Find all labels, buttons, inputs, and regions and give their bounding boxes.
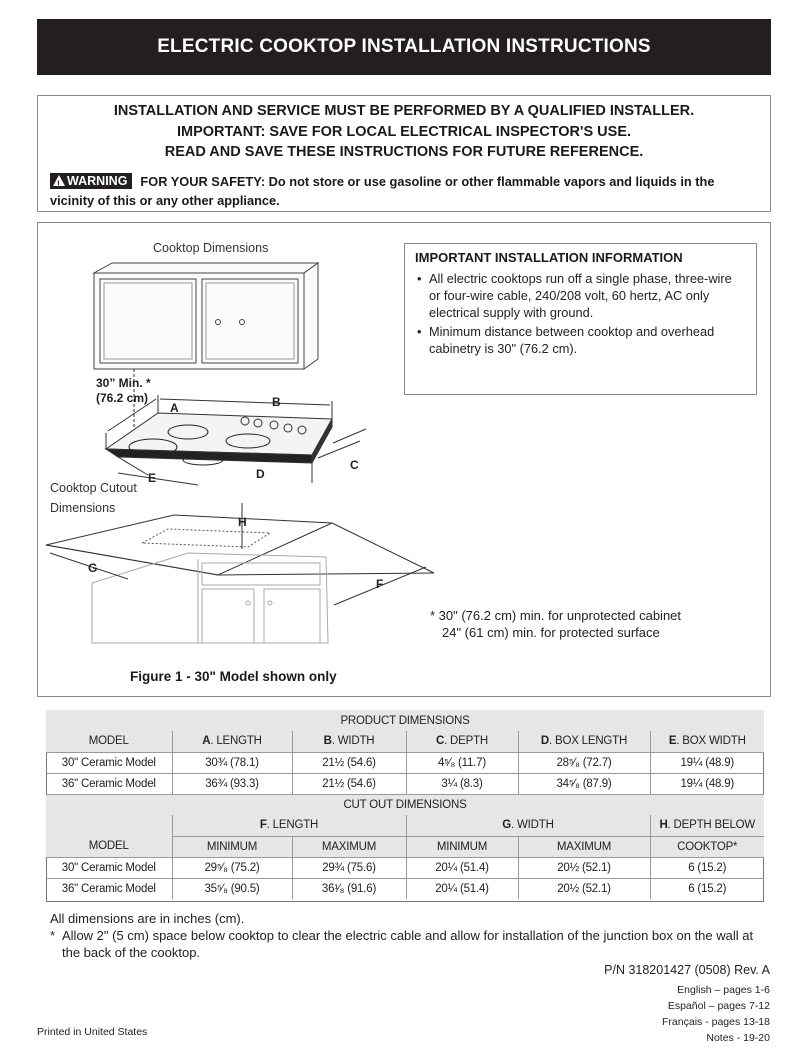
cell-f-min: 35⁵⁄₈ (90.5): [172, 878, 292, 899]
notice-box: [37, 95, 771, 212]
cell-f-max: 29¾ (75.6): [292, 857, 406, 878]
part-number: P/N 318201427 (0508) Rev. A: [604, 963, 770, 977]
col-h-depth: [650, 815, 764, 836]
cell-box-length: 28⁵⁄₈ (72.7): [518, 752, 650, 773]
installation-info-box: [404, 243, 757, 395]
col-f-max: MAXIMUM: [292, 836, 406, 857]
min-height-label-2: (76.2 cm): [96, 391, 149, 405]
cutout-label-1: Cooktop Cutout: [50, 481, 137, 495]
col-box-length: [518, 731, 650, 752]
figure-footnote-line-1: * 30" (76.2 cm) min. for unprotected cabinet: [430, 608, 682, 623]
warning-block: [50, 172, 760, 210]
dimensions-table: [46, 710, 764, 899]
letter-h: H: [659, 819, 668, 832]
col-h-cooktop: COOKTOP*: [650, 836, 764, 857]
letter-f: F: [259, 819, 267, 832]
col-h-label: . DEPTH BELOW: [667, 819, 756, 832]
cell-width: 21½ (54.6): [292, 773, 406, 794]
col-model-2: MODEL: [88, 840, 129, 853]
dimension-letter-a: A: [170, 401, 179, 415]
col-box-width: [650, 731, 764, 752]
dimension-letter-d: D: [256, 467, 265, 481]
info-item-distance: • Minimum distance between cooktop and overhead cabinetry is 30" (76.2 cm).: [415, 323, 746, 357]
dimension-letter-e: E: [148, 471, 157, 485]
letter-e: E: [668, 735, 677, 748]
cell-length: 30¾ (78.1): [172, 752, 292, 773]
notes-line-1: All dimensions are in inches (cm).: [50, 911, 245, 926]
figure-footnote: [430, 607, 681, 641]
cell-f-max: 36¹⁄₈ (91.6): [292, 878, 406, 899]
cooktop-drawing: [106, 395, 366, 485]
cutout-title-row: [46, 794, 764, 815]
letter-a: A: [202, 735, 211, 748]
col-box-width-label: . BOX WIDTH: [676, 735, 746, 748]
cell-depth: 4⁵⁄₈ (11.7): [406, 752, 518, 773]
dimension-letter-c: C: [350, 458, 359, 472]
table-row: [46, 857, 764, 878]
product-header-row: [46, 731, 764, 752]
cell-model: 36" Ceramic Model: [46, 773, 172, 794]
col-g-min: MINIMUM: [406, 836, 518, 857]
page-francais: Français - pages 13-18: [662, 1016, 770, 1028]
language-pages: [662, 982, 770, 1046]
info-item-electrical: • All electric cooktops run off a single phase, three-wire or four-wire cable, 240/208 volt, 60 hertz, AC only electrical supply with ground.: [415, 270, 746, 321]
notes-line-2-text: Allow 2" (5 cm) space below cooktop to clear the electric cable and allow for installation of the junction box on the wall at the back of the cooktop.: [62, 928, 754, 960]
col-length: [172, 731, 292, 752]
info-title: IMPORTANT INSTALLATION INFORMATION: [415, 250, 683, 265]
blank-cell: [46, 815, 172, 836]
dimension-notes: [50, 910, 770, 961]
cell-h: 6 (15.2): [650, 878, 764, 899]
notes-asterisk: *: [50, 928, 56, 943]
col-g-label: . WIDTH: [511, 819, 554, 832]
cell-box-width: 19¼ (48.9): [650, 773, 764, 794]
dimension-letter-f: F: [376, 577, 384, 591]
figure-caption: Figure 1 - 30" Model shown only: [130, 669, 337, 684]
warning-text: FOR YOUR SAFETY: Do not store or use gasoline or other flammable vapors and liquids in the vicinity of this or any other appliance.: [50, 174, 715, 208]
page-title: ELECTRIC COOKTOP INSTALLATION INSTRUCTIONS: [37, 19, 771, 75]
cell-model: 30" Ceramic Model: [46, 857, 172, 878]
cooktop-dimensions-label: Cooktop Dimensions: [153, 241, 269, 255]
cell-box-width: 19¼ (48.9): [650, 752, 764, 773]
letter-c: C: [435, 735, 445, 748]
page-english: English – pages 1-6: [677, 984, 770, 996]
page-notes: Notes - 19-20: [706, 1032, 770, 1044]
cell-f-min: 29⁵⁄₈ (75.2): [172, 857, 292, 878]
cell-model: 30" Ceramic Model: [46, 752, 172, 773]
notes-line-2: [50, 927, 770, 961]
letter-b: B: [323, 735, 332, 748]
col-width: [292, 731, 406, 752]
cell-length: 36¾ (93.3): [172, 773, 292, 794]
figure-footnote-line-2: 24" (61 cm) min. for protected surface: [442, 625, 660, 640]
cell-width: 21½ (54.6): [292, 752, 406, 773]
warning-badge: [50, 173, 132, 189]
col-depth-label: . DEPTH: [444, 735, 489, 748]
min-height-label-1: 30” Min. *: [96, 376, 151, 390]
col-f-length: [172, 815, 406, 836]
cell-g-min: 20¼ (51.4): [406, 857, 518, 878]
letter-g: G: [502, 819, 512, 832]
col-model: MODEL: [88, 735, 129, 748]
warning-triangle-icon: [53, 175, 65, 186]
col-length-label: . LENGTH: [210, 735, 262, 748]
table-row: [46, 878, 764, 899]
col-f-label: . LENGTH: [266, 819, 319, 832]
cutout-header-row: [46, 836, 764, 857]
notice-line-1: INSTALLATION AND SERVICE MUST BE PERFORMED BY A QUALIFIED INSTALLER.: [113, 103, 695, 119]
notice-line-3: READ AND SAVE THESE INSTRUCTIONS FOR FUTURE REFERENCE.: [164, 144, 644, 160]
page-espanol: Español – pages 7-12: [667, 1000, 770, 1012]
col-g-max: MAXIMUM: [518, 836, 650, 857]
printed-in: Printed in United States: [37, 1026, 148, 1038]
table-row: [46, 773, 764, 794]
cutout-dimensions-title: CUT OUT DIMENSIONS: [46, 794, 764, 815]
cell-depth: 3¼ (8.3): [406, 773, 518, 794]
col-g-width: [406, 815, 650, 836]
notice-line-2: IMPORTANT: SAVE FOR LOCAL ELECTRICAL INSPECTOR'S USE.: [176, 124, 632, 140]
col-f-min: MINIMUM: [172, 836, 292, 857]
figure-box: [37, 222, 771, 697]
cell-g-min: 20¼ (51.4): [406, 878, 518, 899]
product-dimensions-title: PRODUCT DIMENSIONS: [340, 714, 470, 727]
product-title-row: [46, 710, 764, 731]
cell-model: 36" Ceramic Model: [46, 878, 172, 899]
cell-g-max: 20½ (52.1): [518, 878, 650, 899]
col-width-label: . WIDTH: [331, 735, 375, 748]
cutout-group-row: [46, 815, 764, 836]
col-box-length-label: . BOX LENGTH: [548, 735, 628, 748]
dimension-letter-g: G: [88, 561, 98, 575]
overhead-cabinet-drawing: [94, 263, 318, 369]
cell-h: 6 (15.2): [650, 857, 764, 878]
cell-g-max: 20½ (52.1): [518, 857, 650, 878]
dimension-letter-h: H: [238, 515, 247, 529]
letter-d: D: [540, 735, 549, 748]
dimension-letter-b: B: [272, 395, 281, 409]
col-depth: [406, 731, 518, 752]
cutout-label-2: Dimensions: [50, 501, 116, 515]
table-row: [46, 752, 764, 773]
warning-badge-label: WARNING: [67, 174, 128, 188]
cell-box-length: 34⁵⁄₈ (87.9): [518, 773, 650, 794]
